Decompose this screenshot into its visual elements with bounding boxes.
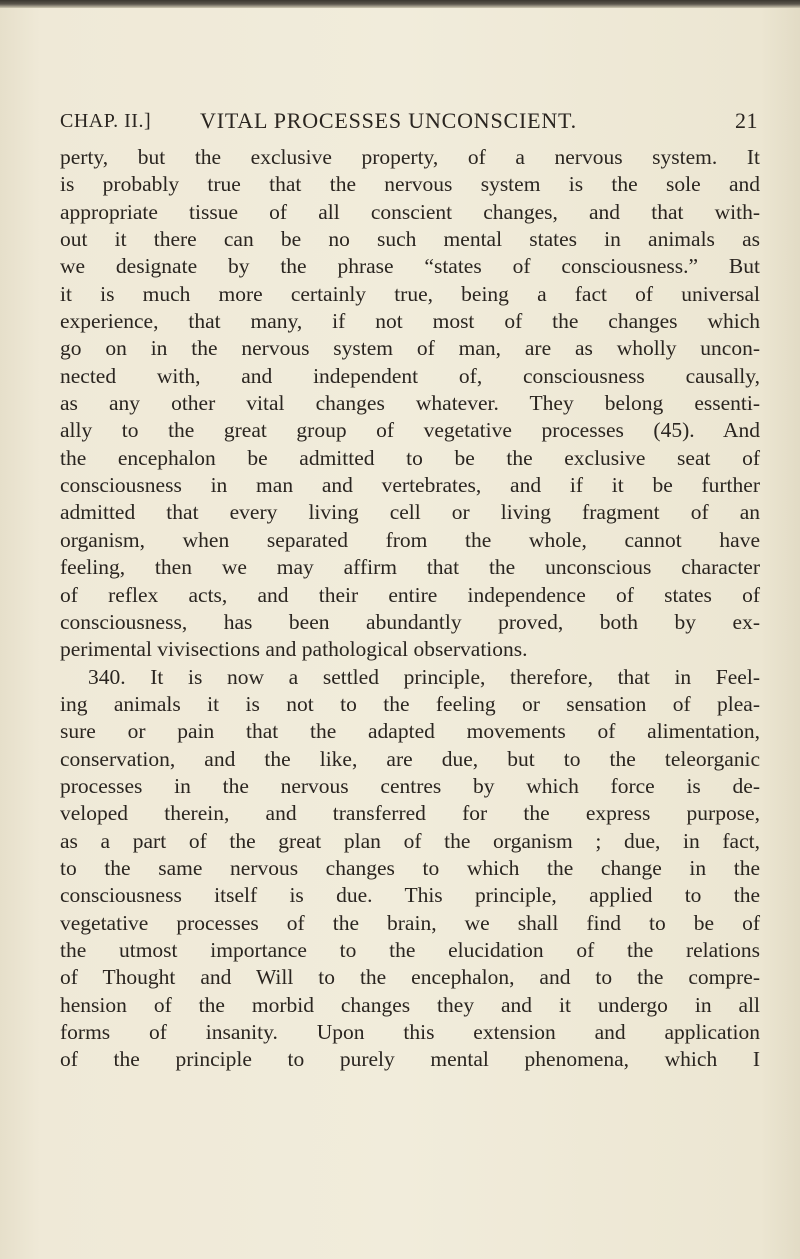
text-line: consciousness in man and vertebrates, and if it be further xyxy=(60,473,760,498)
text-line: as a part of the great plan of the organism ; due, in fact, xyxy=(60,828,760,853)
text-line: consciousness, has been abundantly proved, both by ex- xyxy=(60,609,760,634)
text-line: perty, but the exclusive property, of a nervous system. It xyxy=(60,145,760,169)
text-line: nected with, and independent of, consciousness causally, xyxy=(60,363,760,388)
body-text xyxy=(60,144,760,1074)
text-line: of reflex acts, and their entire independence of states of xyxy=(60,582,760,607)
chapter-reference: CHAP. II.] xyxy=(60,110,152,132)
text-line: to the same nervous changes to which the change in the xyxy=(60,855,760,880)
text-line: veloped therein, and transferred for the express purpose, xyxy=(60,801,760,826)
text-line: is probably true that the nervous system is the sole and xyxy=(60,172,760,197)
paragraph-start-line: 340. It is now a settled principle, therefore, that in Feel- xyxy=(88,664,760,689)
page-number: 21 xyxy=(735,108,758,133)
text-line: forms of insanity. Upon this extension and application xyxy=(60,1020,760,1044)
running-head xyxy=(60,108,760,138)
text-line: the utmost importance to the elucidation of the relations xyxy=(60,937,760,962)
text-line: hension of the morbid changes they and it undergo in all xyxy=(60,992,760,1017)
running-title: VITAL PROCESSES UNCONSCIENT. xyxy=(200,108,577,133)
text-line: experience, that many, if not most of the changes which xyxy=(60,309,760,334)
text-line: organism, when separated from the whole, cannot have xyxy=(60,527,760,552)
page-top-edge xyxy=(0,0,800,8)
text-line: perimental vivisections and pathological observations. xyxy=(60,637,528,662)
text-line: of the principle to purely mental phenomena, which I xyxy=(60,1047,760,1072)
text-line: appropriate tissue of all conscient changes, and that with- xyxy=(60,199,760,224)
text-line: processes in the nervous centres by which force is de- xyxy=(60,773,760,798)
text-line: conservation, and the like, are due, but to the teleorganic xyxy=(60,746,760,771)
text-line: it is much more certainly true, being a fact of universal xyxy=(60,281,760,306)
text-line: admitted that every living cell or living fragment of an xyxy=(60,500,760,525)
text-line: vegetative processes of the brain, we shall find to be of xyxy=(60,910,760,935)
text-line: go on in the nervous system of man, are as wholly uncon- xyxy=(60,336,760,361)
text-line: as any other vital changes whatever. They belong essenti- xyxy=(60,391,760,416)
text-line: ally to the great group of vegetative processes (45). And xyxy=(60,418,760,443)
text-line: feeling, then we may affirm that the unconscious character xyxy=(60,555,760,580)
text-line: of Thought and Will to the encephalon, and to the compre- xyxy=(60,965,760,990)
text-line: out it there can be no such mental states in animals as xyxy=(60,227,760,252)
text-line: consciousness itself is due. This principle, applied to the xyxy=(60,883,760,908)
text-line: the encephalon be admitted to be the exclusive seat of xyxy=(60,445,760,470)
text-line: we designate by the phrase “states of consciousness.” But xyxy=(60,254,760,279)
text-line: sure or pain that the adapted movements of alimentation, xyxy=(60,719,760,744)
text-line: ing animals it is not to the feeling or sensation of plea- xyxy=(60,691,760,716)
